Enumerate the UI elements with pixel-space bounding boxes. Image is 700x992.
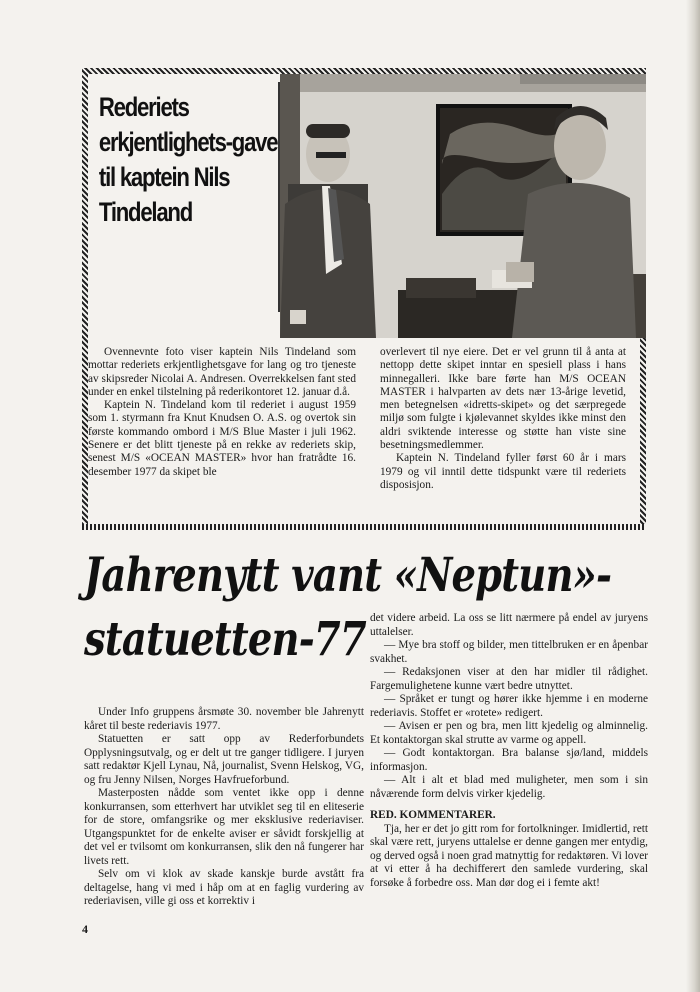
jury-quote: — Alt i alt et blad med muligheter, men som i sin nåværende form delvis virker kjedelig. [370,774,648,800]
body-paragraph: Statuetten er satt opp av Rederforbundets Opplysningsutvalg, og er delt ut tre ganger tidligere. I juryen satt redaktør Kjell Lynau, Nå, journalist, Svenn Helskog, VG, og fru Jenny Nilsen, Norges Havfrueforbund. [84,733,364,786]
body-paragraph: Selv om vi klok av skade kanskje burde avstått fra deltagelse, hang vi med i håp om at en faglig vurdering av rederiavisen, ville gi oss et korrektiv i [84,868,364,907]
article2-right-column [370,612,648,890]
photo-illustration [280,74,646,338]
article-photo [280,74,646,338]
body-paragraph: Under Info gruppens årsmøte 30. november ble Jahrenytt kåret til beste rederiavis 1977. [84,706,364,732]
ornamental-rule [82,524,646,530]
headline-box [94,82,280,312]
caption-paragraph: Ovennevnte foto viser kaptein Nils Tindeland som mottar rederiets erkjentlighetsgave for lang og tro tjeneste av skipsreder Nicolai A. Andresen. Overrekkelsen fant sted under en enkel tilstelning på rederikontoret 12. januar d.å. [88,346,356,398]
caption-paragraph: Kaptein N. Tindeland fyller først 60 år i mars 1979 og vil inntil dette tidspunkt være til rederiets disposisjon. [380,452,626,491]
caption-paragraph: overlevert til nye eiere. Det er vel grunn til å anta at nettopp dette skipet inntar en spesiell plass i hans minnegalleri. Ikke bare førte han M/S OCEAN MASTER i halvparten av dets nær 13-årige levetid, men betegnelsen «idretts-skipet» og det særpregede miljø som fulgte i kjølevannet skyldes ikke minst den aldri sviktende interesse og støtte han viste sine besetningsmedlemmer. [380,346,626,452]
article1-headline: Rederiets erkjentlighets-gave til kaptein Nils Tindeland [98,92,278,227]
jury-quote: — Redaksjonen viser at den har midler til rådighet. Fargemulighetene kunne vært bedre utnyttet. [370,666,648,692]
jury-quote: — Mye bra stoff og bilder, men tittelbruken er en åpenbar svakhet. [370,639,648,665]
body-paragraph: det videre arbeid. La oss se litt nærmere på endel av juryens uttalelser. [370,612,648,638]
caption-paragraph: Kaptein N. Tindeland kom til rederiet i august 1959 som 1. styrmann fra Knut Knudsen O. A.S. og overtok sin første kommando ombord i M/S Blue Master i juli 1962. Senere er det blitt tjeneste på en rekke av rederiets skip, senest M/S «OCEAN MASTER» hvor han fratrådte 16. desember 1977 da skipet ble [88,399,356,478]
caption-right-column [380,346,626,492]
article2-title-line1: Jahrenytt vant «Neptun»- [84,548,612,603]
editor-comment-text: Tja, her er det jo gitt rom for fortolkninger. Imidlertid, rett skal være rett, juryens uttalelse er denne gangen mer entydig, og derved også i noen grad matnyttig for redaktøren. Vi lover at vi etter å ha dechifferert den samlede vurdering, skal forsøke å forbedre oss. Man dør dog ei i femte akt! [370,822,648,889]
article2-title-line2: statuetten-77 [84,612,366,667]
caption-left-column [88,346,356,479]
jury-quote: — Avisen er pen og bra, men litt kjedelig og alminnelig. Et kontaktorgan skal strutte av varme og appell. [370,720,648,746]
body-paragraph: Masterposten nådde som ventet ikke opp i denne konkurransen, som etterhvert har utviklet seg til en eliteserie for de store, omfangsrike og mer eksklusive rederiaviser. Utgangspunktet for de enkelte aviser er såvidt forskjellig at det vel er tvilsomt om konkurransen, slik den nå fungerer har livets rett. [84,787,364,867]
jury-quote: — Språket er tungt og hører ikke hjemme i en moderne rederiavis. Stoffet er «rotete» redigert. [370,693,648,719]
jury-quote: — Godt kontaktorgan. Bra balanse sjø/land, middels informasjon. [370,747,648,773]
article2-left-column [84,706,364,909]
editor-comment-heading: RED. KOMMENTARER. [370,809,496,821]
page-edge-shadow [686,0,700,992]
page-number: 4 [82,922,88,936]
